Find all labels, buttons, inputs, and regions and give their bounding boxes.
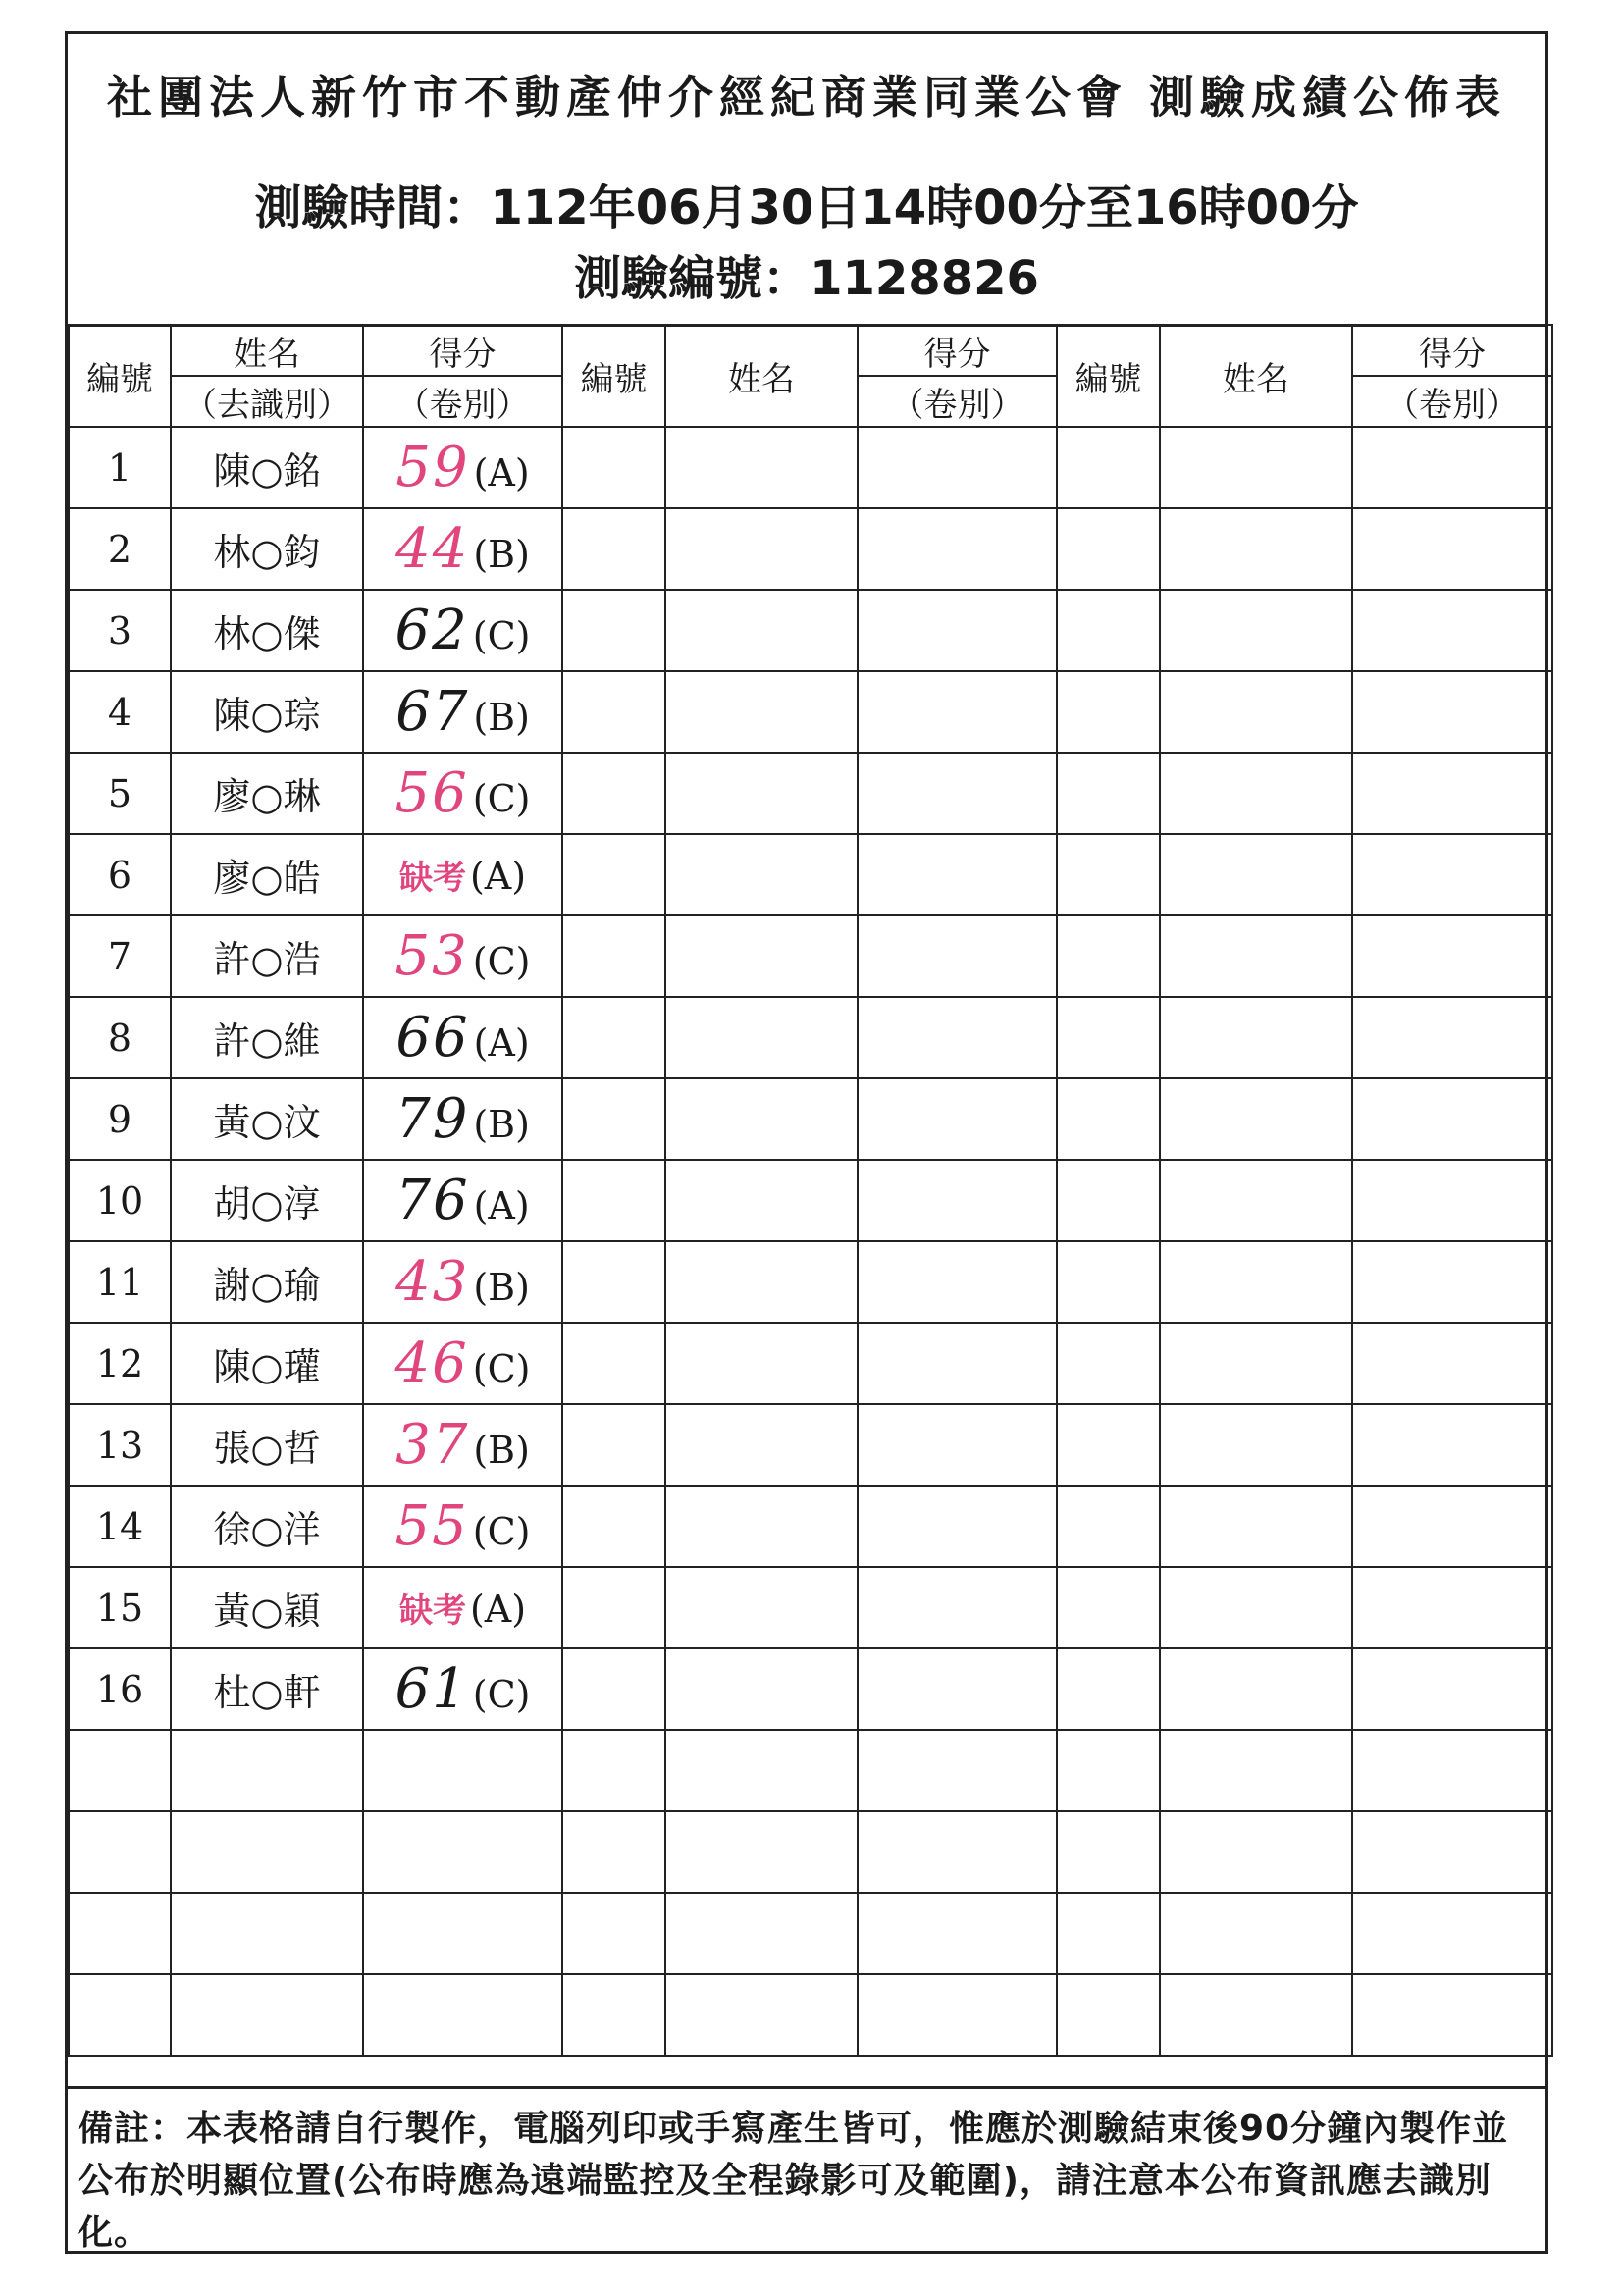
sheet-header: [68, 34, 1545, 327]
row-name: 杜○軒: [171, 1648, 363, 1730]
empty-cell: [1057, 1567, 1160, 1648]
col-header-no: 編號: [69, 325, 171, 427]
col-header-no: 編號: [1057, 325, 1160, 427]
empty-cell: [69, 1811, 171, 1893]
empty-cell: [665, 1730, 858, 1811]
row-score: [363, 1078, 562, 1160]
empty-cell: [562, 671, 665, 753]
score-sheet: [65, 31, 1548, 2254]
empty-cell: [858, 671, 1057, 753]
score-value: 79: [395, 1087, 470, 1151]
empty-cell: [1352, 1974, 1552, 2056]
table-row: [69, 1078, 1552, 1160]
empty-cell: [562, 1974, 665, 2056]
score-value: 44: [395, 517, 470, 581]
empty-cell: [665, 997, 858, 1078]
empty-cell: [858, 590, 1057, 671]
empty-cell: [858, 508, 1057, 590]
empty-cell: [665, 1567, 858, 1648]
col-subheader-score: （卷別）: [858, 376, 1057, 427]
score-value: 43: [395, 1250, 470, 1314]
paper-version: (B): [473, 533, 530, 576]
empty-cell: [665, 590, 858, 671]
row-name: 廖○皓: [171, 834, 363, 915]
paper-version: (A): [473, 1184, 530, 1227]
row-score: [363, 1160, 562, 1241]
col-subheader-name: （去識別）: [171, 376, 363, 427]
row-score: [363, 753, 562, 834]
score-value: 缺考: [398, 1592, 466, 1631]
table-row: [69, 1160, 1552, 1241]
row-score: [363, 1486, 562, 1567]
empty-cell: [1057, 1811, 1160, 1893]
score-value: 46: [394, 1331, 469, 1395]
col-header-name: 姓名: [665, 325, 858, 427]
empty-cell: [665, 1241, 858, 1323]
empty-cell: [665, 1323, 858, 1404]
table-row: [69, 1567, 1552, 1648]
empty-cell: [562, 1648, 665, 1730]
paper-version: (A): [469, 855, 527, 898]
row-no: 6: [69, 834, 171, 915]
empty-cell: [858, 427, 1057, 508]
empty-cell: [1352, 1404, 1552, 1486]
score-value: 53: [394, 924, 469, 988]
paper-version: (C): [472, 940, 531, 983]
empty-cell: [1352, 834, 1552, 915]
row-score: [363, 1323, 562, 1404]
empty-cell: [1160, 671, 1352, 753]
empty-cell: [1057, 671, 1160, 753]
empty-cell: [858, 997, 1057, 1078]
col-header-name: 姓名: [1160, 325, 1352, 427]
row-score: [363, 997, 562, 1078]
empty-cell: [1057, 1974, 1160, 2056]
note: 備註：本表格請自行製作，電腦列印或手寫產生皆可，惟應於測驗結束後90分鐘內製作並公布於明顯位置(公布時應為遠端監控及全程錄影可及範圍)，請注意本公布資訊應去識別化。: [68, 2086, 1545, 2251]
row-no: 12: [69, 1323, 171, 1404]
empty-cell: [1057, 1893, 1160, 1974]
row-no: 15: [69, 1567, 171, 1648]
empty-cell: [1160, 753, 1352, 834]
col-header-name: 姓名: [171, 325, 363, 376]
table-row: [69, 1648, 1552, 1730]
empty-cell: [363, 1730, 562, 1811]
row-score: [363, 1648, 562, 1730]
table-row: [69, 753, 1552, 834]
score-value: 59: [395, 436, 470, 499]
score-value: 缺考: [398, 859, 466, 898]
empty-cell: [69, 1730, 171, 1811]
row-score: [363, 671, 562, 753]
row-score: [363, 834, 562, 915]
empty-cell: [562, 1160, 665, 1241]
empty-cell: [665, 915, 858, 997]
empty-cell: [1057, 1241, 1160, 1323]
empty-cell: [1352, 508, 1552, 590]
table-row-empty: [69, 1893, 1552, 1974]
col-subheader-score: （卷別）: [363, 376, 562, 427]
empty-cell: [363, 1893, 562, 1974]
score-value: 61: [394, 1657, 469, 1721]
row-no: 13: [69, 1404, 171, 1486]
empty-cell: [363, 1974, 562, 2056]
row-no: 9: [69, 1078, 171, 1160]
empty-cell: [1352, 915, 1552, 997]
empty-cell: [665, 508, 858, 590]
empty-cell: [1057, 1323, 1160, 1404]
row-name: 許○維: [171, 997, 363, 1078]
col-header-score: 得分: [858, 325, 1057, 376]
empty-cell: [1057, 1078, 1160, 1160]
col-header-score: 得分: [1352, 325, 1552, 376]
empty-cell: [1160, 1893, 1352, 1974]
empty-cell: [1057, 590, 1160, 671]
paper-version: (B): [473, 1429, 530, 1472]
row-score: [363, 1404, 562, 1486]
empty-cell: [858, 1078, 1057, 1160]
empty-cell: [665, 1974, 858, 2056]
empty-cell: [858, 1160, 1057, 1241]
row-no: 1: [69, 427, 171, 508]
row-no: 7: [69, 915, 171, 997]
row-name: 廖○琳: [171, 753, 363, 834]
empty-cell: [1057, 427, 1160, 508]
table-row: [69, 671, 1552, 753]
row-score: [363, 915, 562, 997]
empty-cell: [1160, 997, 1352, 1078]
row-name: 林○鈞: [171, 508, 363, 590]
empty-cell: [1160, 1974, 1352, 2056]
empty-cell: [69, 1893, 171, 1974]
empty-cell: [1160, 1323, 1352, 1404]
empty-cell: [562, 1730, 665, 1811]
empty-cell: [562, 590, 665, 671]
empty-cell: [1352, 671, 1552, 753]
empty-cell: [858, 915, 1057, 997]
row-score: [363, 590, 562, 671]
empty-cell: [562, 997, 665, 1078]
empty-cell: [665, 1893, 858, 1974]
empty-cell: [1057, 1648, 1160, 1730]
table-row: [69, 1323, 1552, 1404]
empty-cell: [1160, 1811, 1352, 1893]
row-name: 徐○洋: [171, 1486, 363, 1567]
empty-cell: [1160, 590, 1352, 671]
col-header-no: 編號: [562, 325, 665, 427]
row-no: 3: [69, 590, 171, 671]
table-row-empty: [69, 1811, 1552, 1893]
empty-cell: [1352, 1730, 1552, 1811]
table-row: [69, 1486, 1552, 1567]
empty-cell: [363, 1811, 562, 1893]
empty-cell: [1160, 427, 1352, 508]
empty-cell: [1160, 1567, 1352, 1648]
empty-cell: [562, 427, 665, 508]
table-row: [69, 1404, 1552, 1486]
empty-cell: [1057, 915, 1160, 997]
empty-cell: [1160, 1404, 1352, 1486]
paper-version: (B): [473, 1103, 530, 1146]
empty-cell: [1352, 997, 1552, 1078]
empty-cell: [858, 1567, 1057, 1648]
empty-cell: [665, 1078, 858, 1160]
empty-cell: [562, 1486, 665, 1567]
empty-cell: [665, 753, 858, 834]
empty-cell: [1160, 1648, 1352, 1730]
row-score: [363, 508, 562, 590]
paper-version: (C): [472, 614, 531, 657]
exam-code: 測驗編號：1128826: [574, 251, 1039, 306]
empty-cell: [562, 1323, 665, 1404]
paper-version: (B): [473, 1266, 530, 1309]
empty-cell: [1160, 1241, 1352, 1323]
table-body: [69, 427, 1552, 2056]
empty-cell: [665, 1648, 858, 1730]
table-row: [69, 427, 1552, 508]
col-subheader-score: （卷別）: [1352, 376, 1552, 427]
row-score: [363, 1241, 562, 1323]
row-no: 14: [69, 1486, 171, 1567]
score-value: 56: [394, 761, 469, 825]
score-value: 67: [395, 680, 470, 744]
empty-cell: [858, 1486, 1057, 1567]
empty-cell: [665, 834, 858, 915]
empty-cell: [858, 1811, 1057, 1893]
empty-cell: [1352, 1241, 1552, 1323]
empty-cell: [562, 1811, 665, 1893]
row-name: 陳○銘: [171, 427, 363, 508]
row-no: 10: [69, 1160, 171, 1241]
empty-cell: [1057, 508, 1160, 590]
empty-cell: [562, 508, 665, 590]
empty-cell: [171, 1974, 363, 2056]
row-score: [363, 427, 562, 508]
col-header-score: 得分: [363, 325, 562, 376]
table-header-row: [69, 325, 1552, 376]
empty-cell: [858, 1648, 1057, 1730]
empty-cell: [1352, 1323, 1552, 1404]
empty-cell: [1352, 427, 1552, 508]
paper-version: (C): [472, 1673, 531, 1716]
table-row: [69, 834, 1552, 915]
empty-cell: [1352, 590, 1552, 671]
empty-cell: [1160, 1160, 1352, 1241]
empty-cell: [858, 1323, 1057, 1404]
score-value: 55: [394, 1494, 469, 1558]
empty-cell: [1160, 508, 1352, 590]
empty-cell: [858, 834, 1057, 915]
row-name: 陳○瓘: [171, 1323, 363, 1404]
empty-cell: [562, 915, 665, 997]
empty-cell: [1057, 1486, 1160, 1567]
empty-cell: [1057, 753, 1160, 834]
score-value: 37: [395, 1413, 470, 1477]
row-score: [363, 1567, 562, 1648]
table-row: [69, 915, 1552, 997]
empty-cell: [665, 1811, 858, 1893]
empty-cell: [562, 1893, 665, 1974]
table-row: [69, 508, 1552, 590]
row-no: 2: [69, 508, 171, 590]
empty-cell: [1057, 834, 1160, 915]
paper-version: (A): [469, 1588, 527, 1631]
empty-cell: [665, 427, 858, 508]
empty-cell: [1352, 1486, 1552, 1567]
empty-cell: [1352, 1567, 1552, 1648]
empty-cell: [1160, 915, 1352, 997]
table-row: [69, 590, 1552, 671]
empty-cell: [665, 671, 858, 753]
score-value: 66: [395, 1006, 470, 1070]
empty-cell: [562, 753, 665, 834]
empty-cell: [171, 1893, 363, 1974]
empty-cell: [1352, 1160, 1552, 1241]
empty-cell: [1352, 753, 1552, 834]
empty-cell: [858, 1404, 1057, 1486]
empty-cell: [1352, 1893, 1552, 1974]
paper-version: (B): [473, 696, 530, 739]
empty-cell: [562, 834, 665, 915]
table-row-empty: [69, 1730, 1552, 1811]
org-title: 社團法人新竹市不動產仲介經紀商業同業公會 測驗成績公佈表: [106, 71, 1506, 124]
empty-cell: [1057, 997, 1160, 1078]
empty-cell: [562, 1241, 665, 1323]
paper-version: (C): [472, 1347, 531, 1390]
empty-cell: [562, 1078, 665, 1160]
row-no: 16: [69, 1648, 171, 1730]
row-no: 8: [69, 997, 171, 1078]
row-no: 11: [69, 1241, 171, 1323]
empty-cell: [1160, 834, 1352, 915]
row-name: 陳○琮: [171, 671, 363, 753]
empty-cell: [562, 1567, 665, 1648]
row-name: 胡○淳: [171, 1160, 363, 1241]
row-no: 5: [69, 753, 171, 834]
paper-version: (A): [473, 1021, 530, 1065]
empty-cell: [1057, 1730, 1160, 1811]
row-name: 許○浩: [171, 915, 363, 997]
empty-cell: [171, 1730, 363, 1811]
empty-cell: [665, 1160, 858, 1241]
empty-cell: [1057, 1160, 1160, 1241]
empty-cell: [665, 1486, 858, 1567]
empty-cell: [1057, 1404, 1160, 1486]
table-row: [69, 997, 1552, 1078]
empty-cell: [858, 1974, 1057, 2056]
row-name: 黃○汶: [171, 1078, 363, 1160]
table-row: [69, 1241, 1552, 1323]
empty-cell: [1160, 1486, 1352, 1567]
empty-cell: [1352, 1078, 1552, 1160]
table-row-empty: [69, 1974, 1552, 2056]
empty-cell: [858, 1241, 1057, 1323]
empty-cell: [1352, 1811, 1552, 1893]
exam-time: 測驗時間：112年06月30日14時00分至16時00分: [254, 181, 1359, 235]
row-name: 張○哲: [171, 1404, 363, 1486]
empty-cell: [69, 1974, 171, 2056]
empty-cell: [1160, 1078, 1352, 1160]
score-value: 62: [394, 599, 469, 662]
paper-version: (C): [472, 1510, 531, 1553]
row-name: 謝○瑜: [171, 1241, 363, 1323]
empty-cell: [858, 1893, 1057, 1974]
empty-cell: [858, 753, 1057, 834]
empty-cell: [1352, 1648, 1552, 1730]
empty-cell: [858, 1730, 1057, 1811]
row-name: 林○傑: [171, 590, 363, 671]
empty-cell: [1160, 1730, 1352, 1811]
paper-version: (A): [473, 451, 530, 495]
row-no: 4: [69, 671, 171, 753]
score-table: [68, 324, 1553, 2057]
empty-cell: [171, 1811, 363, 1893]
empty-cell: [665, 1404, 858, 1486]
score-value: 76: [395, 1169, 470, 1232]
row-name: 黃○穎: [171, 1567, 363, 1648]
paper-version: (C): [472, 777, 531, 820]
empty-cell: [562, 1404, 665, 1486]
